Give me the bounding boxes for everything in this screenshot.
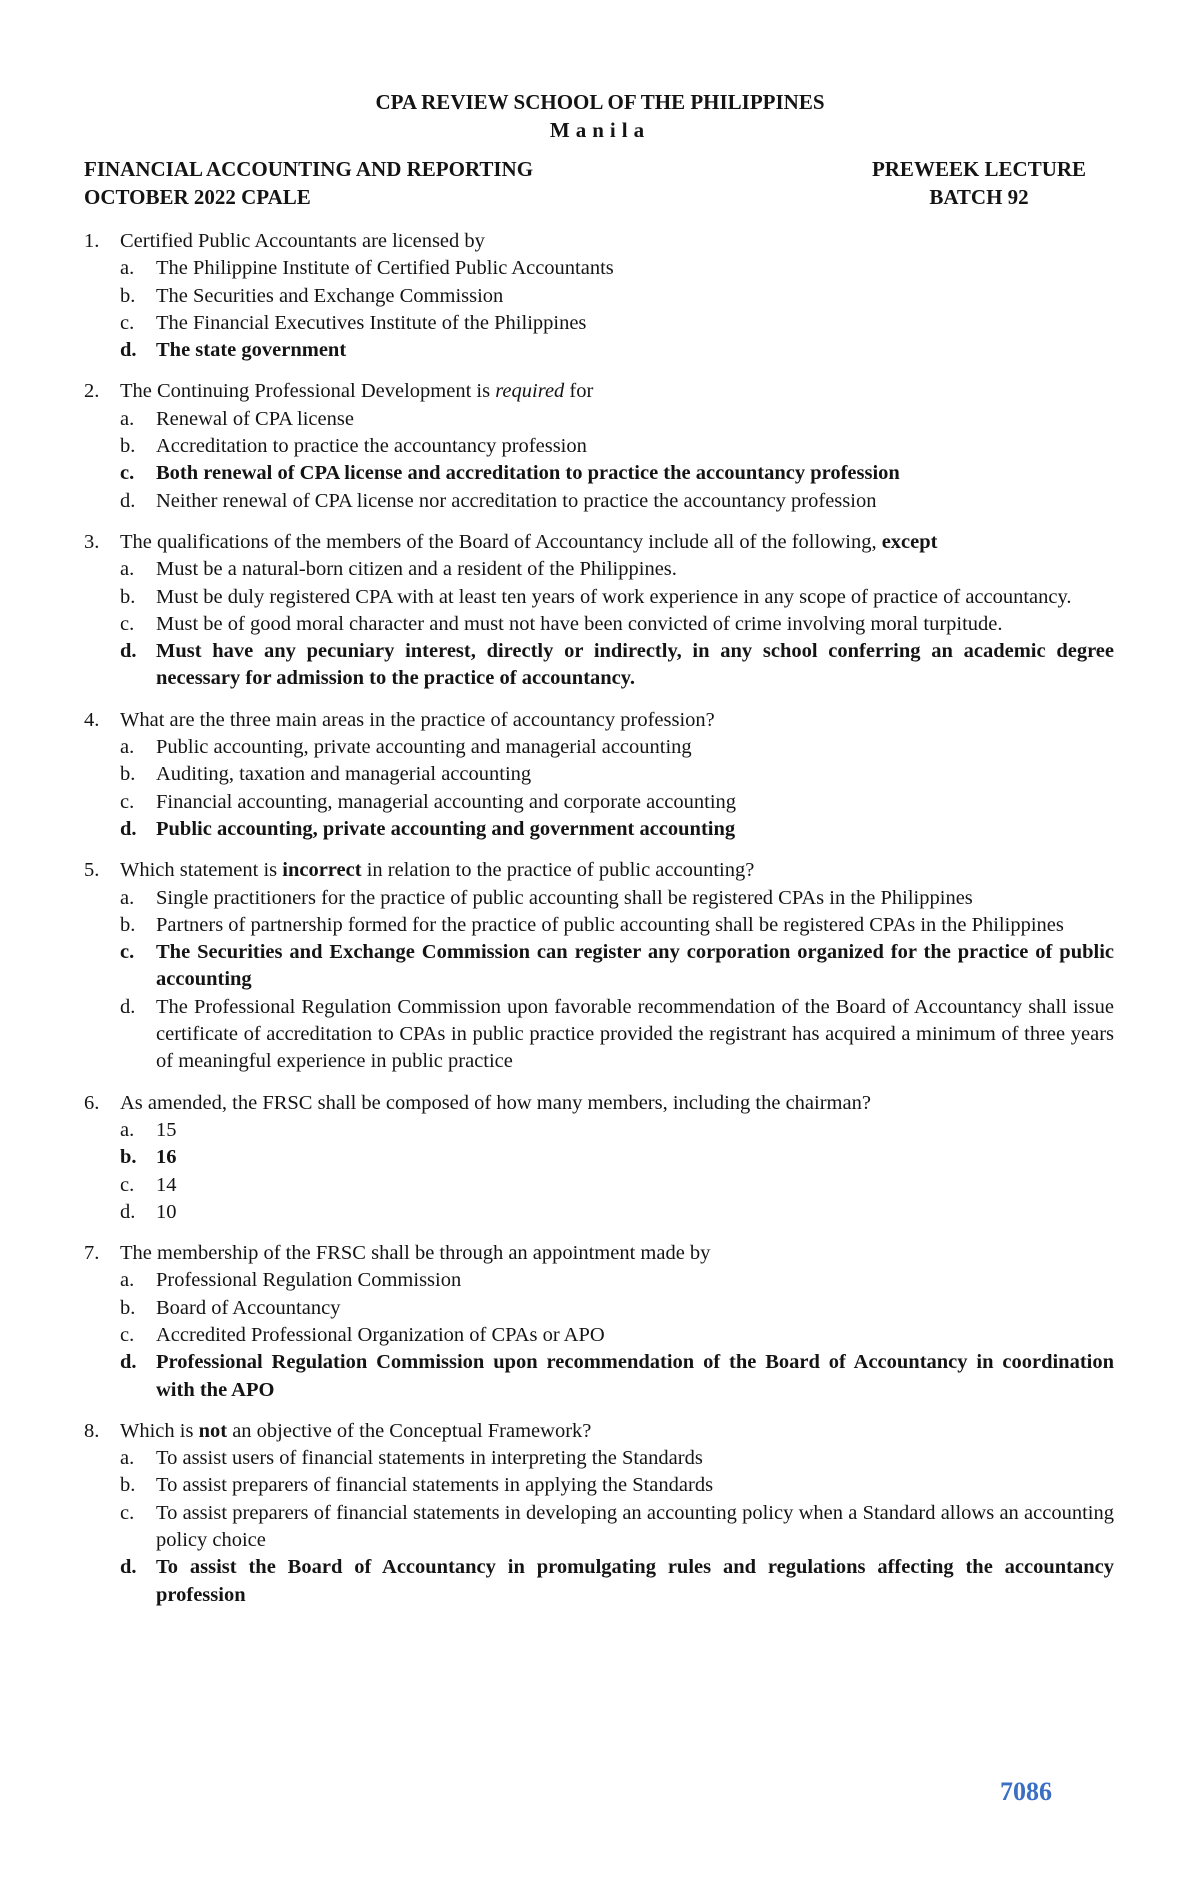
question-number: 6.: [84, 1091, 100, 1114]
choice-letter: d.: [120, 1200, 136, 1223]
choice-text: Accreditation to practice the accountancy profession: [156, 435, 587, 458]
choice-letter: c.: [120, 1501, 135, 1524]
answer-choice: [120, 611, 1114, 638]
exam-title: OCTOBER 2022 CPALE: [84, 185, 311, 209]
choice-letter: c.: [120, 1323, 135, 1346]
question-text: [120, 1090, 1114, 1117]
choice-text: 10: [156, 1200, 177, 1223]
question-text-part: Certified Public Accountants are licensed by: [120, 230, 485, 252]
question-text: [120, 1418, 1114, 1445]
choice-letter: b.: [120, 1474, 136, 1497]
choice-letter: c.: [120, 790, 135, 813]
question-item: [84, 529, 1114, 693]
choice-text: The Professional Regulation Commission upon favorable recommendation of the Board of Accountancy shall issue certificate of accreditation to CPAs in public practice provided the registrant has acquired a minimum of three years of meaningful experience in public practice: [156, 995, 1114, 1073]
choice-text: 16: [156, 1146, 177, 1169]
question-text-part: As amended, the FRSC shall be composed of how many members, including the chairman?: [120, 1091, 871, 1114]
question-stem: [84, 378, 1114, 405]
correct-answer-choice: [120, 939, 1114, 994]
choice-text: Board of Accountancy: [156, 1296, 341, 1319]
choice-text: Public accounting, private accounting and government accounting: [156, 817, 736, 840]
question-text-part: Which statement is: [120, 859, 283, 882]
choice-letter: b.: [120, 1146, 137, 1169]
answer-choice: [120, 433, 1114, 460]
answer-choice: [120, 1199, 1114, 1226]
choice-list: [120, 556, 1114, 692]
answer-choice: [120, 1445, 1114, 1472]
question-stem: [84, 707, 1114, 734]
question-stem: [84, 1240, 1114, 1267]
answer-choice: [120, 488, 1114, 515]
choice-list: [120, 1445, 1114, 1609]
choice-letter: b.: [120, 585, 136, 608]
question-item: [84, 1418, 1114, 1609]
answer-choice: [120, 283, 1114, 310]
choice-text: Professional Regulation Commission upon recommendation of the Board of Accountancy in coordination with the APO: [156, 1351, 1114, 1401]
choice-text: The Securities and Exchange Commission: [156, 284, 504, 307]
choice-text: Renewal of CPA license: [156, 407, 354, 430]
answer-choice: [120, 1500, 1114, 1555]
question-stem: [84, 228, 1114, 255]
question-text-part: The membership of the FRSC shall be through an appointment made by: [120, 1242, 711, 1265]
choice-letter: b.: [120, 913, 136, 936]
answer-choice: [120, 255, 1114, 282]
question-text-part: not: [198, 1419, 228, 1442]
question-text: [120, 228, 1114, 255]
answer-choice: [120, 1472, 1114, 1499]
choice-text: The Financial Executives Institute of the Philippines: [156, 311, 587, 334]
correct-answer-choice: [120, 1144, 1114, 1171]
choice-letter: c.: [120, 941, 135, 964]
lecture-info: [854, 155, 1104, 211]
correct-answer-choice: [120, 460, 1114, 487]
choice-text: Must have any pecuniary interest, directly or indirectly, in any school conferring an academic degree necessary for admission to the practice of accountancy.: [156, 640, 1114, 690]
school-city: Manila: [549, 118, 651, 142]
choice-letter: b.: [120, 435, 136, 458]
question-number: 7.: [84, 1242, 100, 1265]
question-text-part: The qualifications of the members of the Board of Accountancy include all of the following,: [120, 530, 882, 553]
choice-text: To assist preparers of financial statements in applying the Standards: [156, 1474, 714, 1497]
answer-choice: [120, 761, 1114, 788]
answer-choice: [120, 556, 1114, 583]
choice-list: [120, 734, 1114, 843]
choice-letter: d.: [120, 817, 137, 840]
question-text-part: The Continuing Professional Development is: [120, 380, 496, 403]
choice-list: [120, 885, 1114, 1076]
lecture-title: PREWEEK LECTURE: [871, 157, 1087, 181]
choice-text: Auditing, taxation and managerial accounting: [156, 763, 532, 786]
choice-text: Financial accounting, managerial accounting and corporate accounting: [156, 790, 737, 813]
question-text: [120, 529, 1114, 556]
answer-choice: [120, 789, 1114, 816]
school-name: CPA REVIEW SCHOOL OF THE PHILIPPINES: [375, 90, 825, 114]
correct-answer-choice: [120, 638, 1114, 693]
choice-text: Must be a natural-born citizen and a resident of the Philippines.: [156, 558, 677, 581]
choice-text: The state government: [156, 339, 347, 362]
correct-answer-choice: [120, 337, 1114, 364]
answer-choice: [120, 994, 1114, 1076]
course-info: [84, 155, 533, 211]
choice-letter: d.: [120, 339, 137, 362]
choice-text: 15: [156, 1118, 177, 1141]
batch-title: BATCH 92: [929, 185, 1029, 209]
choice-text: The Securities and Exchange Commission can register any corporation organized for the practice of public accounting: [156, 941, 1114, 991]
question-stem: [84, 857, 1114, 884]
question-text-part: incorrect: [282, 859, 362, 882]
choice-letter: a.: [120, 1447, 135, 1470]
choice-letter: b.: [120, 1296, 136, 1319]
subject-title: FINANCIAL ACCOUNTING AND REPORTING: [84, 157, 534, 181]
question-number: 1.: [84, 230, 100, 252]
correct-answer-choice: [120, 1349, 1114, 1404]
answer-choice: [120, 310, 1114, 337]
choice-list: [120, 1267, 1114, 1403]
question-stem: [84, 1418, 1114, 1445]
choice-text: Professional Regulation Commission: [156, 1269, 462, 1292]
correct-answer-choice: [120, 816, 1114, 843]
choice-text: Neither renewal of CPA license nor accreditation to practice the accountancy profession: [156, 489, 877, 512]
question-item: [84, 228, 1114, 364]
choice-letter: d.: [120, 489, 136, 512]
question-item: [84, 857, 1114, 1075]
answer-choice: [120, 885, 1114, 912]
choice-list: [120, 1117, 1114, 1226]
choice-list: [120, 255, 1114, 364]
choice-letter: a.: [120, 1269, 135, 1292]
answer-choice: [120, 1322, 1114, 1349]
choice-letter: a.: [120, 1118, 135, 1141]
question-list: [84, 228, 1114, 1623]
answer-choice: [120, 912, 1114, 939]
choice-text: Both renewal of CPA license and accreditation to practice the accountancy profession: [156, 462, 900, 485]
choice-text: Single practitioners for the practice of public accounting shall be registered CPAs in the Philippines: [156, 886, 973, 909]
correct-answer-choice: [120, 1554, 1114, 1609]
question-stem: [84, 1090, 1114, 1117]
choice-text: Accredited Professional Organization of CPAs or APO: [156, 1323, 605, 1346]
answer-choice: [120, 406, 1114, 433]
question-item: [84, 378, 1114, 514]
question-stem: [84, 529, 1114, 556]
question-text: [120, 1240, 1114, 1267]
question-text: [120, 707, 1114, 734]
choice-letter: d.: [120, 1556, 137, 1579]
question-text-part: an objective of the Conceptual Framework?: [227, 1419, 592, 1442]
question-number: 8.: [84, 1419, 100, 1442]
question-text-part: What are the three main areas in the practice of accountancy profession?: [120, 708, 715, 731]
answer-choice: [120, 1117, 1114, 1144]
choice-text: The Philippine Institute of Certified Public Accountants: [156, 257, 614, 280]
question-item: [84, 707, 1114, 843]
choice-letter: d.: [120, 995, 136, 1018]
question-number: 5.: [84, 859, 100, 882]
question-text: [120, 378, 1114, 405]
choice-letter: a.: [120, 558, 135, 581]
choice-text: Public accounting, private accounting and managerial accounting: [156, 736, 692, 759]
question-number: 4.: [84, 708, 100, 731]
choice-text: Must be duly registered CPA with at least ten years of work experience in any scope of practice of accountancy.: [156, 585, 1072, 608]
choice-letter: a.: [120, 257, 135, 280]
choice-text: To assist users of financial statements in interpreting the Standards: [156, 1447, 703, 1470]
answer-choice: [120, 584, 1114, 611]
choice-text: To assist preparers of financial statements in developing an accounting policy when a Standard allows an accounting policy choice: [156, 1501, 1114, 1552]
choice-letter: c.: [120, 1173, 135, 1196]
choice-letter: b.: [120, 284, 136, 307]
choice-letter: d.: [120, 640, 137, 663]
choice-list: [120, 406, 1114, 515]
question-number: 2.: [84, 380, 100, 403]
question-text-part: required: [495, 380, 565, 403]
answer-choice: [120, 1295, 1114, 1322]
choice-text: To assist the Board of Accountancy in promulgating rules and regulations affecting the accountancy profession: [156, 1556, 1114, 1606]
choice-letter: a.: [120, 407, 135, 430]
choice-letter: a.: [120, 886, 135, 909]
question-text: [120, 857, 1114, 884]
choice-letter: d.: [120, 1351, 137, 1374]
question-item: [84, 1240, 1114, 1404]
choice-letter: c.: [120, 311, 135, 334]
choice-text: Must be of good moral character and must not have been convicted of crime involving moral turpitude.: [156, 612, 1003, 635]
choice-text: 14: [156, 1173, 177, 1196]
choice-letter: c.: [120, 612, 135, 635]
page-number: 7086: [1000, 1777, 1052, 1806]
question-number: 3.: [84, 530, 100, 553]
choice-text: Partners of partnership formed for the practice of public accounting shall be registered CPAs in the Philippines: [156, 913, 1064, 936]
answer-choice: [120, 1267, 1114, 1294]
choice-letter: c.: [120, 462, 135, 485]
choice-letter: b.: [120, 763, 136, 786]
question-text-part: in relation to the practice of public accounting?: [361, 859, 755, 882]
answer-choice: [120, 1172, 1114, 1199]
question-text-part: for: [564, 380, 594, 403]
question-text-part: except: [881, 530, 938, 553]
question-text-part: Which is: [120, 1419, 199, 1442]
question-item: [84, 1090, 1114, 1226]
answer-choice: [120, 734, 1114, 761]
choice-letter: a.: [120, 736, 135, 759]
